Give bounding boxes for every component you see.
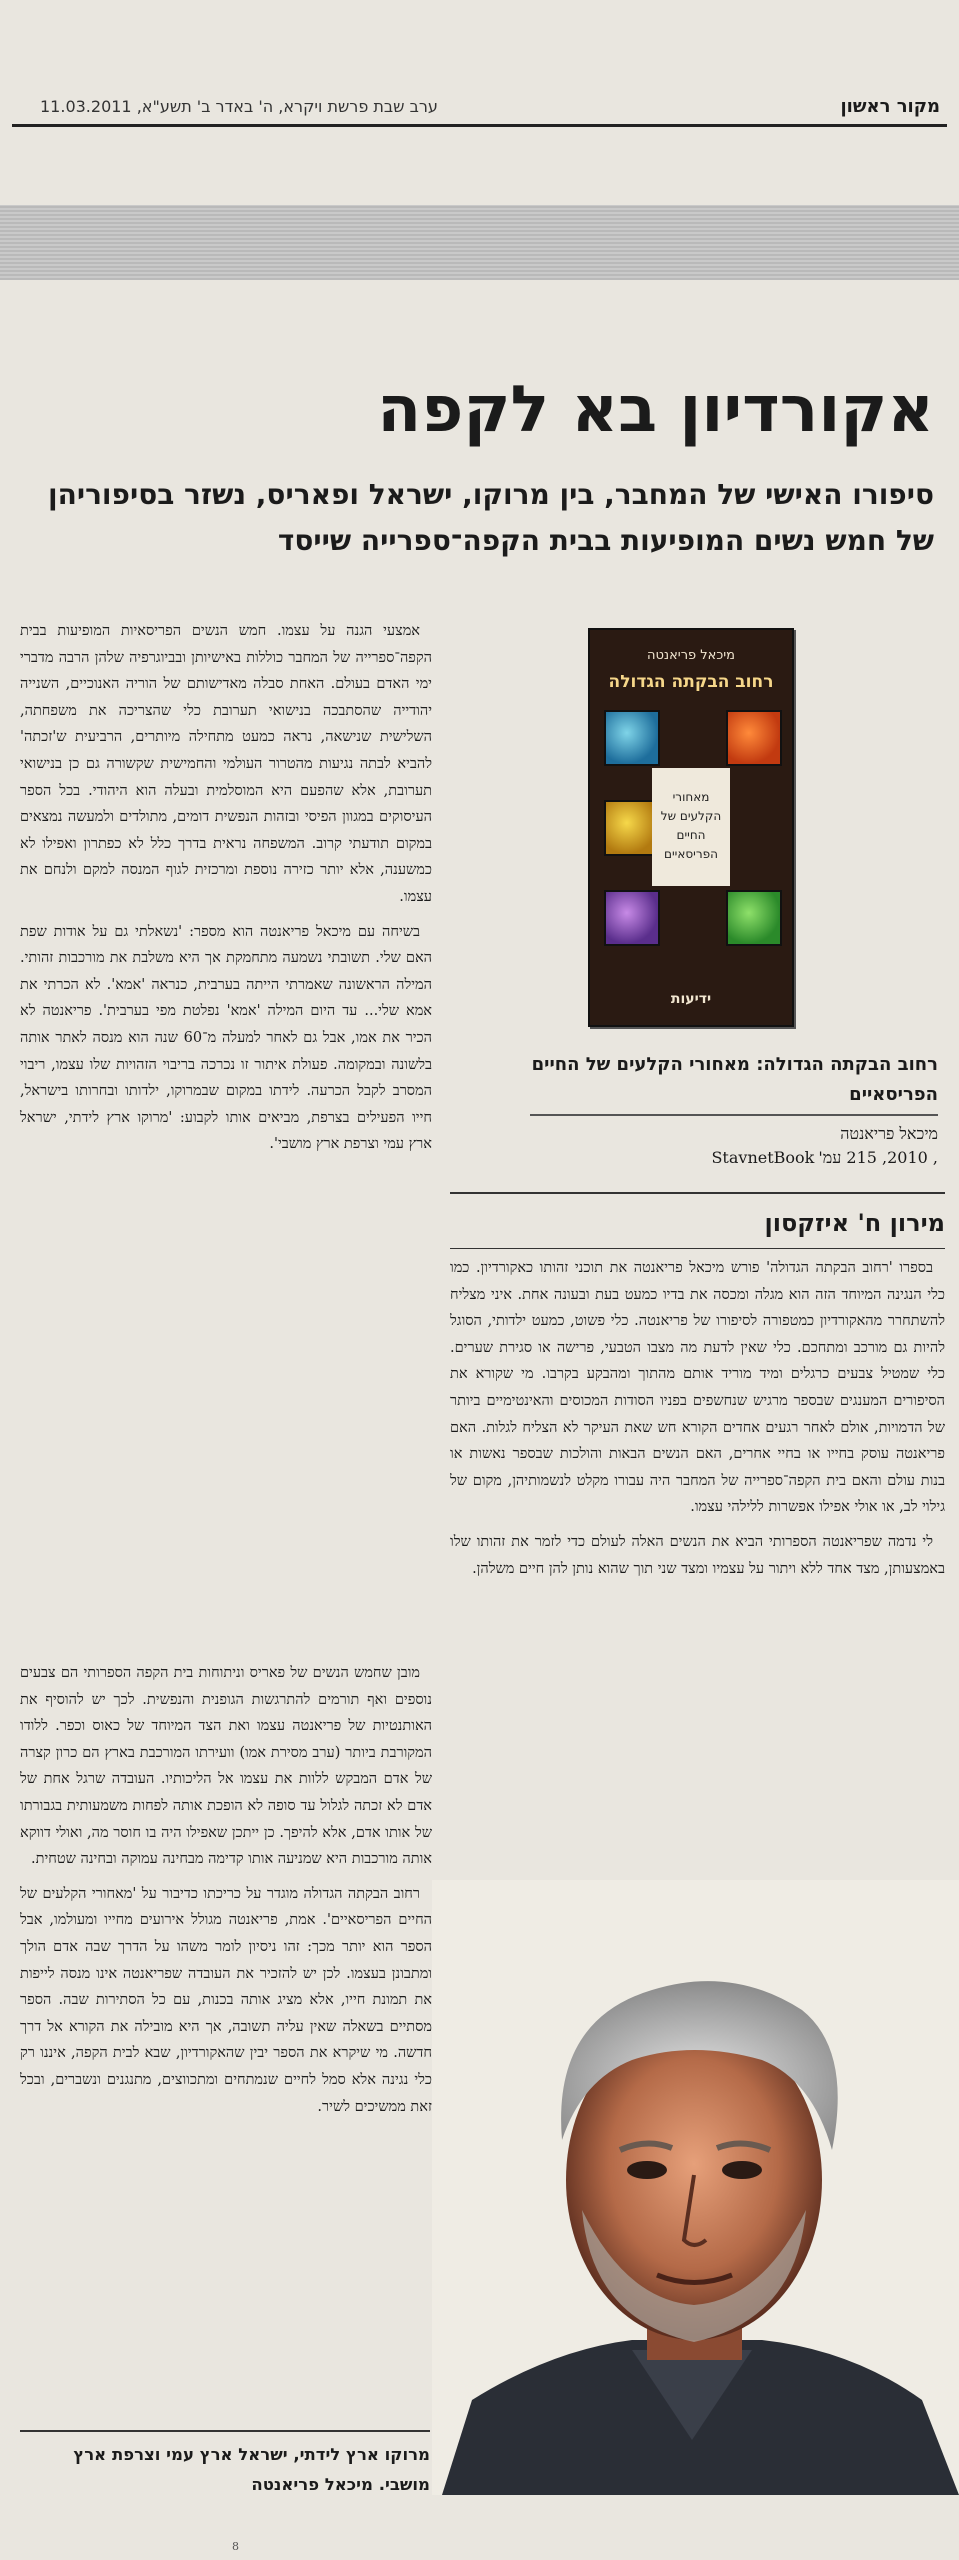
byline: מירון ח' איזקסון xyxy=(764,1209,945,1237)
paragraph: רחוב הבקתה הגדולה מוגדר על כריכתו כדיבור על 'מאחורי הקלעים של החיים הפריסאיים'. אמת, פריאנטה מגולל אירועים מחייו ומעולמו, אבל הספר הוא יותר מכך: זהו ניסיון לומר משהו על הדרך שבה אדם הולך ומתבונן בעצמו. לכן יש להזכיר את העובדה שפריאנטה אינו מנסה לייפות את תמונת חייו, אלא מציג אותה בכנות, עם כל הסתירות שבה. הספר מסתיים בשאלה שאין עליה תשובה, אך היא מובילה את הקורא אל דרך חדשה. מי שיקרא את הספר יבין שהאקורדיון, שבא לבית הקפה, איננו רק כלי נגינה אלא סמל לחיים שנמתחים ומתכווצים, מתנגנים ונשברים, ובכל זאת ממשיכים לשיר. xyxy=(20,1885,432,2115)
cover-tile xyxy=(604,710,660,766)
decorative-banner xyxy=(0,205,959,280)
page-number: 8 xyxy=(232,2540,239,2553)
left-column-bottom xyxy=(20,1660,432,2420)
book-cover xyxy=(588,628,794,1027)
paragraph: בספרו 'רחוב הבקתה הגדולה' פורש מיכאל פריאנטה את תוכני זהותו כאקורדיון. כמו כלי הנגינה המיוחד הזה הוא מגלה ומכסה את בדיו כמעט בעת ובעונה אחת. איני מצליח להשתחרר מהאקורדיון כמטפורה לסיפורו של פריאנטה. כלי פשוט, כמעט ילדותי, הסוגל להיות גם מורכב ומתחכם. כלי שאין לדעת מה מצבו הטבעי, פרישה או סגירת שערים. כלי שמטיל צבעים כרגלים ומיד מוריד אותם מהתוך ומהבקע בקרבו. מי שקורא את הסיפורים המענגים שבספר מרגיש שנחשפים בפניו הסודות המכוסים והאינטימיים ביותר של הדמויות, אולם לאחר רגעים אחדים הקורא חש שאת העיקר לא הצליח לגלות. האם פריאנטה עוסק בחייו או בחיי אחרים, האם הנשים הבאות והולכות שבספר נאשות או בנות עולם והאם בית הקפה־ספרייה של המחבר היה עבורו מקלט לנשמותיהן, מקום של גילוי לב, או אולי אפילו אפשרות ללילהי עצמו. xyxy=(450,1260,945,1516)
book-cover-author: מיכאל פריאנטה xyxy=(646,648,735,663)
book-caption-title: רחוב הבקתה הגדולה: מאחורי הקלעים של החיים הפריסאיים xyxy=(531,1054,938,1105)
paragraph: אמצעי הגנה על עצמו. חמש הנשים הפריסאיות המופיעות בבית הקפה־ספרייה של המחבר כוללות באישיותן ובביוגרפיה שלהן הרבה מדברי ימי האדם בעולם. האחת סבלה מאדישותם של הוריה האנוכיים, השנייה יהודייה שהסתבכה בנישואי תערובת כלי שהצריכה את משפחתה, השלישית שנישאה, נראה כמעט מתחילה מיותרים, הרביעית ש'זכתה' להביא לבתה נגיעות מהטרור העולמי והחמישית שקשורה גם כן בנישואי תערובת, אלא שהפעם היא המוסלמית ובעלה הוא היהודי. בכל הספר העיסוקים במגוון הפיסי ובזהות הנפשית דומים, מתולדים ולמעשה נמצאים במקום תודעתי קרוב. המשפחה נראית בדרך כלל לא כפתרון ואפילו לא כמשענה, אלא יותר כזירה נוספת ומרכזית לגוף המנסה למקם ולנחם את עצמו. xyxy=(20,623,432,905)
book-caption-publisher: StavnetBook xyxy=(711,1148,815,1167)
book-caption xyxy=(530,1050,938,1170)
author-portrait xyxy=(432,1880,959,2495)
book-caption-publication xyxy=(530,1146,938,1170)
paragraph: בשיחה עם מיכאל פריאנטה הוא מספר: 'נשאלתי גם על אודות שפת האם שלי. תשובתי נשמעה מתחמקת אך היא משלבת את מורכבות זהותי. המילה הראשונה שאמרתי הייתה בערבית, כנראה 'אמא'. לא הכרתי את אמא שלי... עד היום המילה 'אמא' נפלטת מפי בערבית'. פריאנטה לא הכיר את אמו, אבל גם לאחר למעלה מ־60 שנה הוא מנסה לאתר אותה בלשונה ובמקומה. פעולת איתור זו נכרכה בריבוי הזהויות שלו עצמו, ריבוי המסרב לקבל הכרעה. לידתו במקום שבמרוקו, ילדותו ובחרותו בישראל, חייו הפעילים בצרפת, מביאים אותו לקבוע: 'מרוקו ארץ לידתי, ישראל ארץ עמי וצרפת ארץ מושבי'. xyxy=(20,923,432,1153)
cover-tile xyxy=(604,890,660,946)
cover-tile xyxy=(726,890,782,946)
book-cover-title: רחוב הבקתה הגדולה xyxy=(608,672,774,692)
masthead-rule xyxy=(12,124,947,127)
byline-rule xyxy=(450,1248,945,1249)
right-column xyxy=(450,1255,945,1865)
headline: אקורדיון בא לקפה xyxy=(377,373,934,447)
cover-tile xyxy=(726,710,782,766)
subtitle: סיפורו האישי של המחבר, בין מרוקו, ישראל ופאריס, נשזר בסיפוריהן של חמש נשים המופיעות בבית הקפה־ספרייה שייסד xyxy=(47,478,934,557)
pull-quote: מרוקו ארץ לידתי, ישראל ארץ עמי וצרפת ארץ מושבי. מיכאל פריאנטה xyxy=(73,2445,430,2494)
book-caption-details: , 2010, 215 עמ' xyxy=(818,1148,938,1167)
paragraph: לי נדמה שפריאנטה הספרותי הביא את הנשים האלה לעולם כדי לזמר את זהותו שלו באמצעותן, מצד אחד ללא ויתור על עצמיו ומצד שני תוך שהוא נותן להן חיים משלהן. xyxy=(450,1533,945,1577)
byline-rule xyxy=(450,1192,945,1194)
book-cover-publisher: ידיעות xyxy=(670,991,712,1007)
paragraph: מובן שחמש הנשים של פאריס וניתוחות בית הקפה הספרותי הם צבעים נוספים ואף תורמים להתרגשות הגופנית והנפשית. לכך יש להוסיף את האותנטיות של פריאנטה עצמו ואת הצד המיוחד של כאוס וכפר. ללודו המקורבת ביותר (ערב מסירת אמו) וועירתו המורכבת בארץ הם כרון קצרה של אדם המבקש ללוות את עצמו אל הליכותיו. העובדה שרגל אחת של אדם לא זכתה לגלול עד סופה לא הופכת אותה לפחות משמעותית בגבורתו של אותו אדם, אלא להיפך. כן ייתכן שאפילו היה בו חוסר מה, ואולי דווקא אותה מורכבות היא שמניעה אותו קדימה מבחינה עמוקה ובחינה שטחית. xyxy=(20,1665,432,1868)
paper-name: מקור ראשון xyxy=(840,95,940,117)
masthead xyxy=(40,88,940,124)
dateline: ערב שבת פרשת ויקרא, ה' באדר ב' תשע"א, 11.03.2011 xyxy=(40,96,438,116)
book-caption-author: מיכאל פריאנטה xyxy=(840,1124,938,1143)
pull-quote-rule xyxy=(20,2430,430,2432)
caption-rule xyxy=(530,1114,938,1116)
book-cover-subtitle: מאחורי הקלעים של החיים הפריסאיים xyxy=(652,768,730,886)
left-column-top xyxy=(20,618,432,1166)
